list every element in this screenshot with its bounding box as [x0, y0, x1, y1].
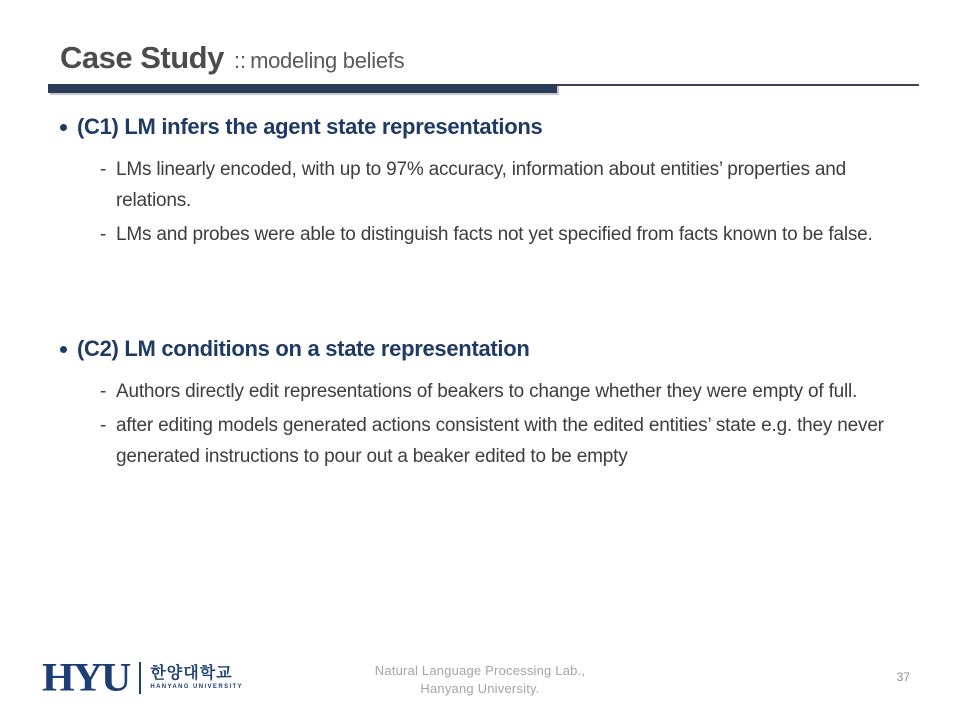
bullet-text: after editing models generated actions consistent with the edited entities’ state e.g. they never generated instructions to pour out a beaker edited to be empty: [116, 415, 884, 467]
logo-english-name: HANYANG UNIVERSITY: [150, 684, 243, 690]
title-line: [60, 40, 920, 76]
bullet-dot-icon: [60, 346, 67, 353]
footer-lab-credit: [0, 662, 960, 698]
list-item: [100, 410, 900, 472]
header-rule-thick: [48, 84, 557, 93]
slide-header: [60, 40, 920, 76]
section-c2: [60, 334, 920, 475]
dash-marker: -: [100, 159, 107, 180]
section-c2-bullet-list: [100, 376, 900, 472]
section-c1-bullet-list: [100, 154, 900, 250]
footer-lab-line2: Hanyang University.: [420, 681, 540, 696]
section-c2-heading-row: [60, 334, 920, 364]
list-item: [100, 154, 900, 216]
logo-korean-name: 한양대학교: [150, 665, 233, 682]
bullet-text: LMs and probes were able to distinguish facts not yet specified from facts known to be false.: [116, 224, 873, 245]
bullet-dot-icon: [60, 124, 67, 131]
section-c1-heading: (C1) LM infers the agent state representations: [77, 114, 543, 139]
list-item: [100, 219, 900, 250]
page-title: Case Study: [60, 40, 224, 75]
section-c2-heading: (C2) LM conditions on a state representation: [77, 336, 530, 361]
bullet-text: Authors directly edit representations of beakers to change whether they were empty of full.: [116, 381, 858, 402]
dash-marker: -: [100, 224, 107, 245]
bullet-text: LMs linearly encoded, with up to 97% accuracy, information about entities’ properties and relations.: [116, 159, 846, 211]
logo-acronym: HYU: [42, 656, 130, 700]
footer-lab-line1: Natural Language Processing Lab.,: [374, 663, 586, 678]
section-c1: [60, 112, 920, 253]
page-subtitle: modeling beliefs: [250, 48, 405, 73]
dash-marker: -: [100, 381, 107, 402]
page-number: 37: [896, 670, 910, 684]
dash-marker: -: [100, 415, 107, 436]
section-c1-heading-row: [60, 112, 920, 142]
page-subtitle-separator: ::: [233, 48, 247, 73]
list-item: [100, 376, 900, 407]
